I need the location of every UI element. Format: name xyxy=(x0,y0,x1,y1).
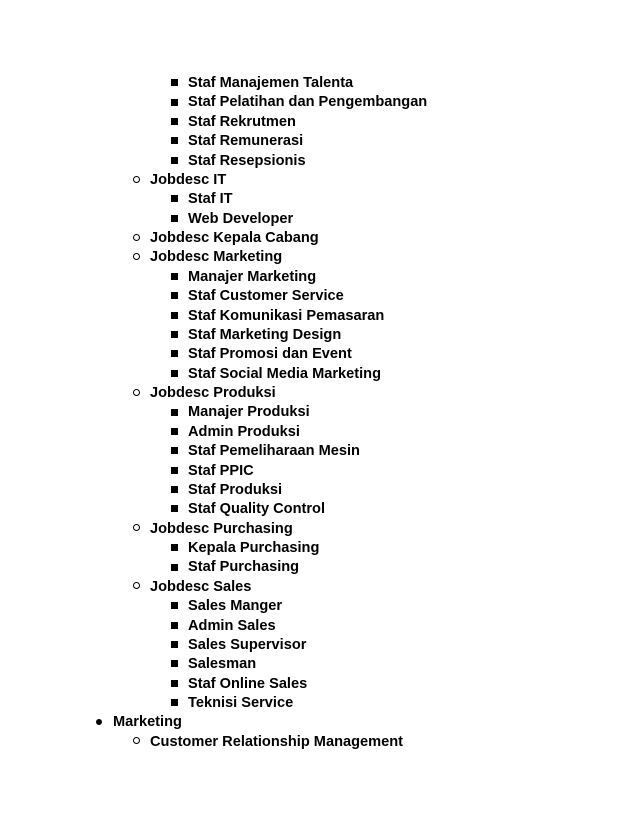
filled-square-bullet-icon xyxy=(169,423,179,442)
list-item-text: Manajer Marketing xyxy=(188,268,317,285)
filled-square-bullet-icon xyxy=(169,403,179,422)
list-item-text: Admin Produksi xyxy=(188,423,300,440)
filled-square-bullet-icon xyxy=(169,675,179,694)
filled-square-bullet-icon xyxy=(169,617,179,636)
list-item-text: Web Developer xyxy=(188,210,294,227)
list-item-text: Jobdesc Produksi xyxy=(150,385,276,401)
list-item-text: Salesman xyxy=(188,656,257,673)
list-item-text: Staf Resepsionis xyxy=(188,152,306,169)
hollow-circle-bullet-icon xyxy=(131,171,141,190)
list-item-text: Staf Quality Control xyxy=(188,501,326,518)
list-item-text: Staf Online Sales xyxy=(188,675,308,692)
list-item-text: Staf Marketing Design xyxy=(188,326,342,343)
list-item-text: Staf Produksi xyxy=(188,481,283,498)
filled-square-bullet-icon xyxy=(169,345,179,364)
filled-square-bullet-icon xyxy=(169,462,179,481)
list-item-text: Jobdesc Kepala Cabang xyxy=(150,230,319,246)
filled-square-bullet-icon xyxy=(169,539,179,558)
list-item-text: Staf IT xyxy=(188,191,233,208)
list-item-text: Staf Remunerasi xyxy=(188,133,304,150)
filled-square-bullet-icon xyxy=(169,326,179,345)
filled-square-bullet-icon xyxy=(169,190,179,209)
list-item-text: Sales Manger xyxy=(188,598,283,615)
list-item-text: Jobdesc Marketing xyxy=(150,249,283,266)
list-item-text: Jobdesc Sales xyxy=(150,578,252,595)
list-item-text: Teknisi Service xyxy=(188,695,294,711)
filled-square-bullet-icon xyxy=(169,694,179,713)
filled-square-bullet-icon xyxy=(169,442,179,461)
hollow-circle-bullet-icon xyxy=(131,733,141,752)
filled-square-bullet-icon xyxy=(169,93,179,112)
hollow-circle-bullet-icon xyxy=(131,384,141,403)
list-item-text: Staf Rekrutmen xyxy=(188,113,296,130)
list-item-text: Jobdesc IT xyxy=(150,171,227,188)
list-item-text: Staf Manajemen Talenta xyxy=(188,75,354,91)
filled-square-bullet-icon xyxy=(169,210,179,229)
list-item-text: Staf Social Media Marketing xyxy=(188,365,382,382)
filled-square-bullet-icon xyxy=(169,365,179,384)
filled-square-bullet-icon xyxy=(169,132,179,151)
hollow-circle-bullet-icon xyxy=(131,578,141,597)
list-item-text: Staf Customer Service xyxy=(188,288,344,305)
filled-square-bullet-icon xyxy=(169,307,179,326)
hollow-circle-bullet-icon xyxy=(131,520,141,539)
list-item-text: Staf Pelatihan dan Pengembangan xyxy=(188,94,428,111)
list-item-text: Marketing xyxy=(113,714,182,731)
filled-square-bullet-icon xyxy=(169,500,179,519)
list-item-text: Staf Promosi dan Event xyxy=(188,346,352,363)
filled-square-bullet-icon xyxy=(169,113,179,132)
filled-circle-bullet-icon xyxy=(94,713,104,732)
list-item-text: Sales Supervisor xyxy=(188,636,307,653)
list-item-text: Staf Purchasing xyxy=(188,559,300,576)
hollow-circle-bullet-icon xyxy=(131,248,141,267)
filled-square-bullet-icon xyxy=(169,287,179,306)
list-item-text: Staf PPIC xyxy=(188,462,254,479)
list-item-text: Kepala Purchasing xyxy=(188,540,320,556)
filled-square-bullet-icon xyxy=(169,152,179,171)
filled-square-bullet-icon xyxy=(169,268,179,287)
filled-square-bullet-icon xyxy=(169,636,179,655)
list-item-text: Staf Komunikasi Pemasaran xyxy=(188,307,385,324)
list-item-text: Manajer Produksi xyxy=(188,404,310,421)
list-item-text: Staf Pemeliharaan Mesin xyxy=(188,443,360,460)
list-item-text: Jobdesc Purchasing xyxy=(150,520,293,537)
list-item-text: Admin Sales xyxy=(188,617,276,634)
list-item-text: Customer Relationship Management xyxy=(150,733,403,750)
filled-square-bullet-icon xyxy=(169,558,179,577)
filled-square-bullet-icon xyxy=(169,74,179,93)
hollow-circle-bullet-icon xyxy=(131,229,141,248)
filled-square-bullet-icon xyxy=(169,597,179,616)
filled-square-bullet-icon xyxy=(169,481,179,500)
filled-square-bullet-icon xyxy=(169,655,179,674)
